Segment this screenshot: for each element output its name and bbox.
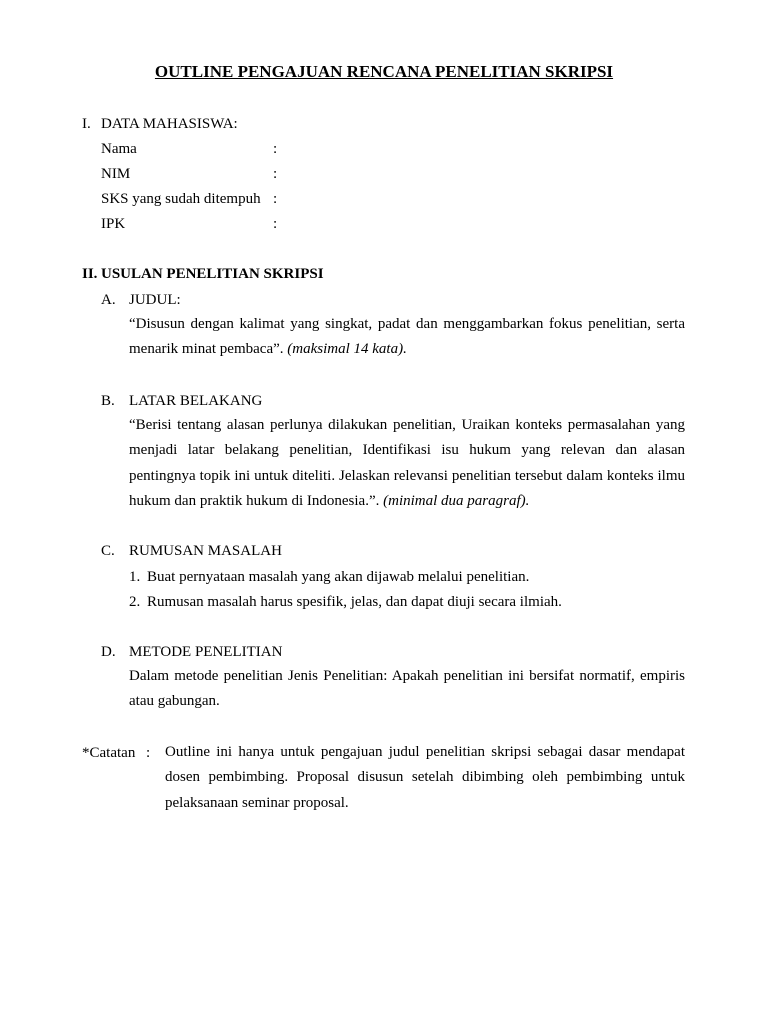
field-label-nama: Nama — [101, 141, 137, 157]
field-label-ipk: IPK — [101, 216, 126, 232]
subsection-a-text: “Disusun dengan kalimat yang singkat, padat dan menggambarkan fokus penelitian, serta menarik minat pembaca”. — [129, 316, 685, 358]
subsection-b-text: “Berisi tentang alasan perlunya dilakukan penelitian, Uraikan konteks permasalahan yang menjadi latar belakang penelitian, Identifikasi isu hukum yang relevan dan alasan pentingnya topik ini untuk diteliti. Jelaskan relevansi penelitian tersebut dalam konteks ilmu hukum dan praktik hukum di Indonesia.”. — [129, 417, 685, 509]
note-label: *Catatan — [82, 745, 136, 761]
subsection-c-heading: RUMUSAN MASALAH — [129, 543, 282, 559]
field-label-nim: NIM — [101, 166, 131, 182]
subsection-d-heading: METODE PENELITIAN — [129, 644, 283, 660]
list-item-number: 2. — [129, 594, 141, 610]
subsection-a-paragraph — [129, 312, 685, 363]
section-1-number: I. — [82, 116, 91, 132]
subsection-b-letter: B. — [101, 393, 115, 409]
subsection-c-letter: C. — [101, 543, 115, 559]
section-2-heading: USULAN PENELITIAN SKRIPSI — [101, 266, 324, 282]
field-colon: : — [273, 216, 278, 232]
note-colon: : — [146, 745, 151, 761]
field-colon: : — [273, 191, 278, 207]
subsection-b-paragraph — [129, 413, 685, 514]
subsection-b-heading: LATAR BELAKANG — [129, 393, 263, 409]
subsection-d-paragraph: Dalam metode penelitian Jenis Penelitian: Apakah penelitian ini bersifat normatif, empiris atau gabungan. — [129, 668, 685, 710]
note-paragraph: Outline ini hanya untuk pengajuan judul penelitian skripsi sebagai dasar mendapat dosen pembimbing. Proposal disusun setelah dibimbing oleh pembimbing untuk pelaksanaan seminar proposal. — [165, 744, 685, 811]
document-title: OUTLINE PENGAJUAN RENCANA PENELITIAN SKRIPSI — [154, 62, 614, 81]
field-colon: : — [273, 141, 278, 157]
field-colon: : — [273, 166, 278, 182]
subsection-d-letter: D. — [101, 644, 116, 660]
list-item-text: Buat pernyataan masalah yang akan dijawab melalui penelitian. — [147, 569, 530, 585]
subsection-a-heading: JUDUL: — [129, 292, 181, 308]
subsection-a-note: (maksimal 14 kata). — [287, 341, 407, 358]
list-item-number: 1. — [129, 569, 141, 585]
field-label-sks: SKS yang sudah ditempuh — [101, 191, 261, 207]
section-1-heading: DATA MAHASISWA: — [101, 116, 238, 132]
section-2-number: II. — [82, 266, 98, 282]
list-item-text: Rumusan masalah harus spesifik, jelas, dan dapat diuji secara ilmiah. — [147, 594, 562, 610]
subsection-a-letter: A. — [101, 292, 116, 308]
subsection-b-note: (minimal dua paragraf). — [383, 492, 530, 509]
